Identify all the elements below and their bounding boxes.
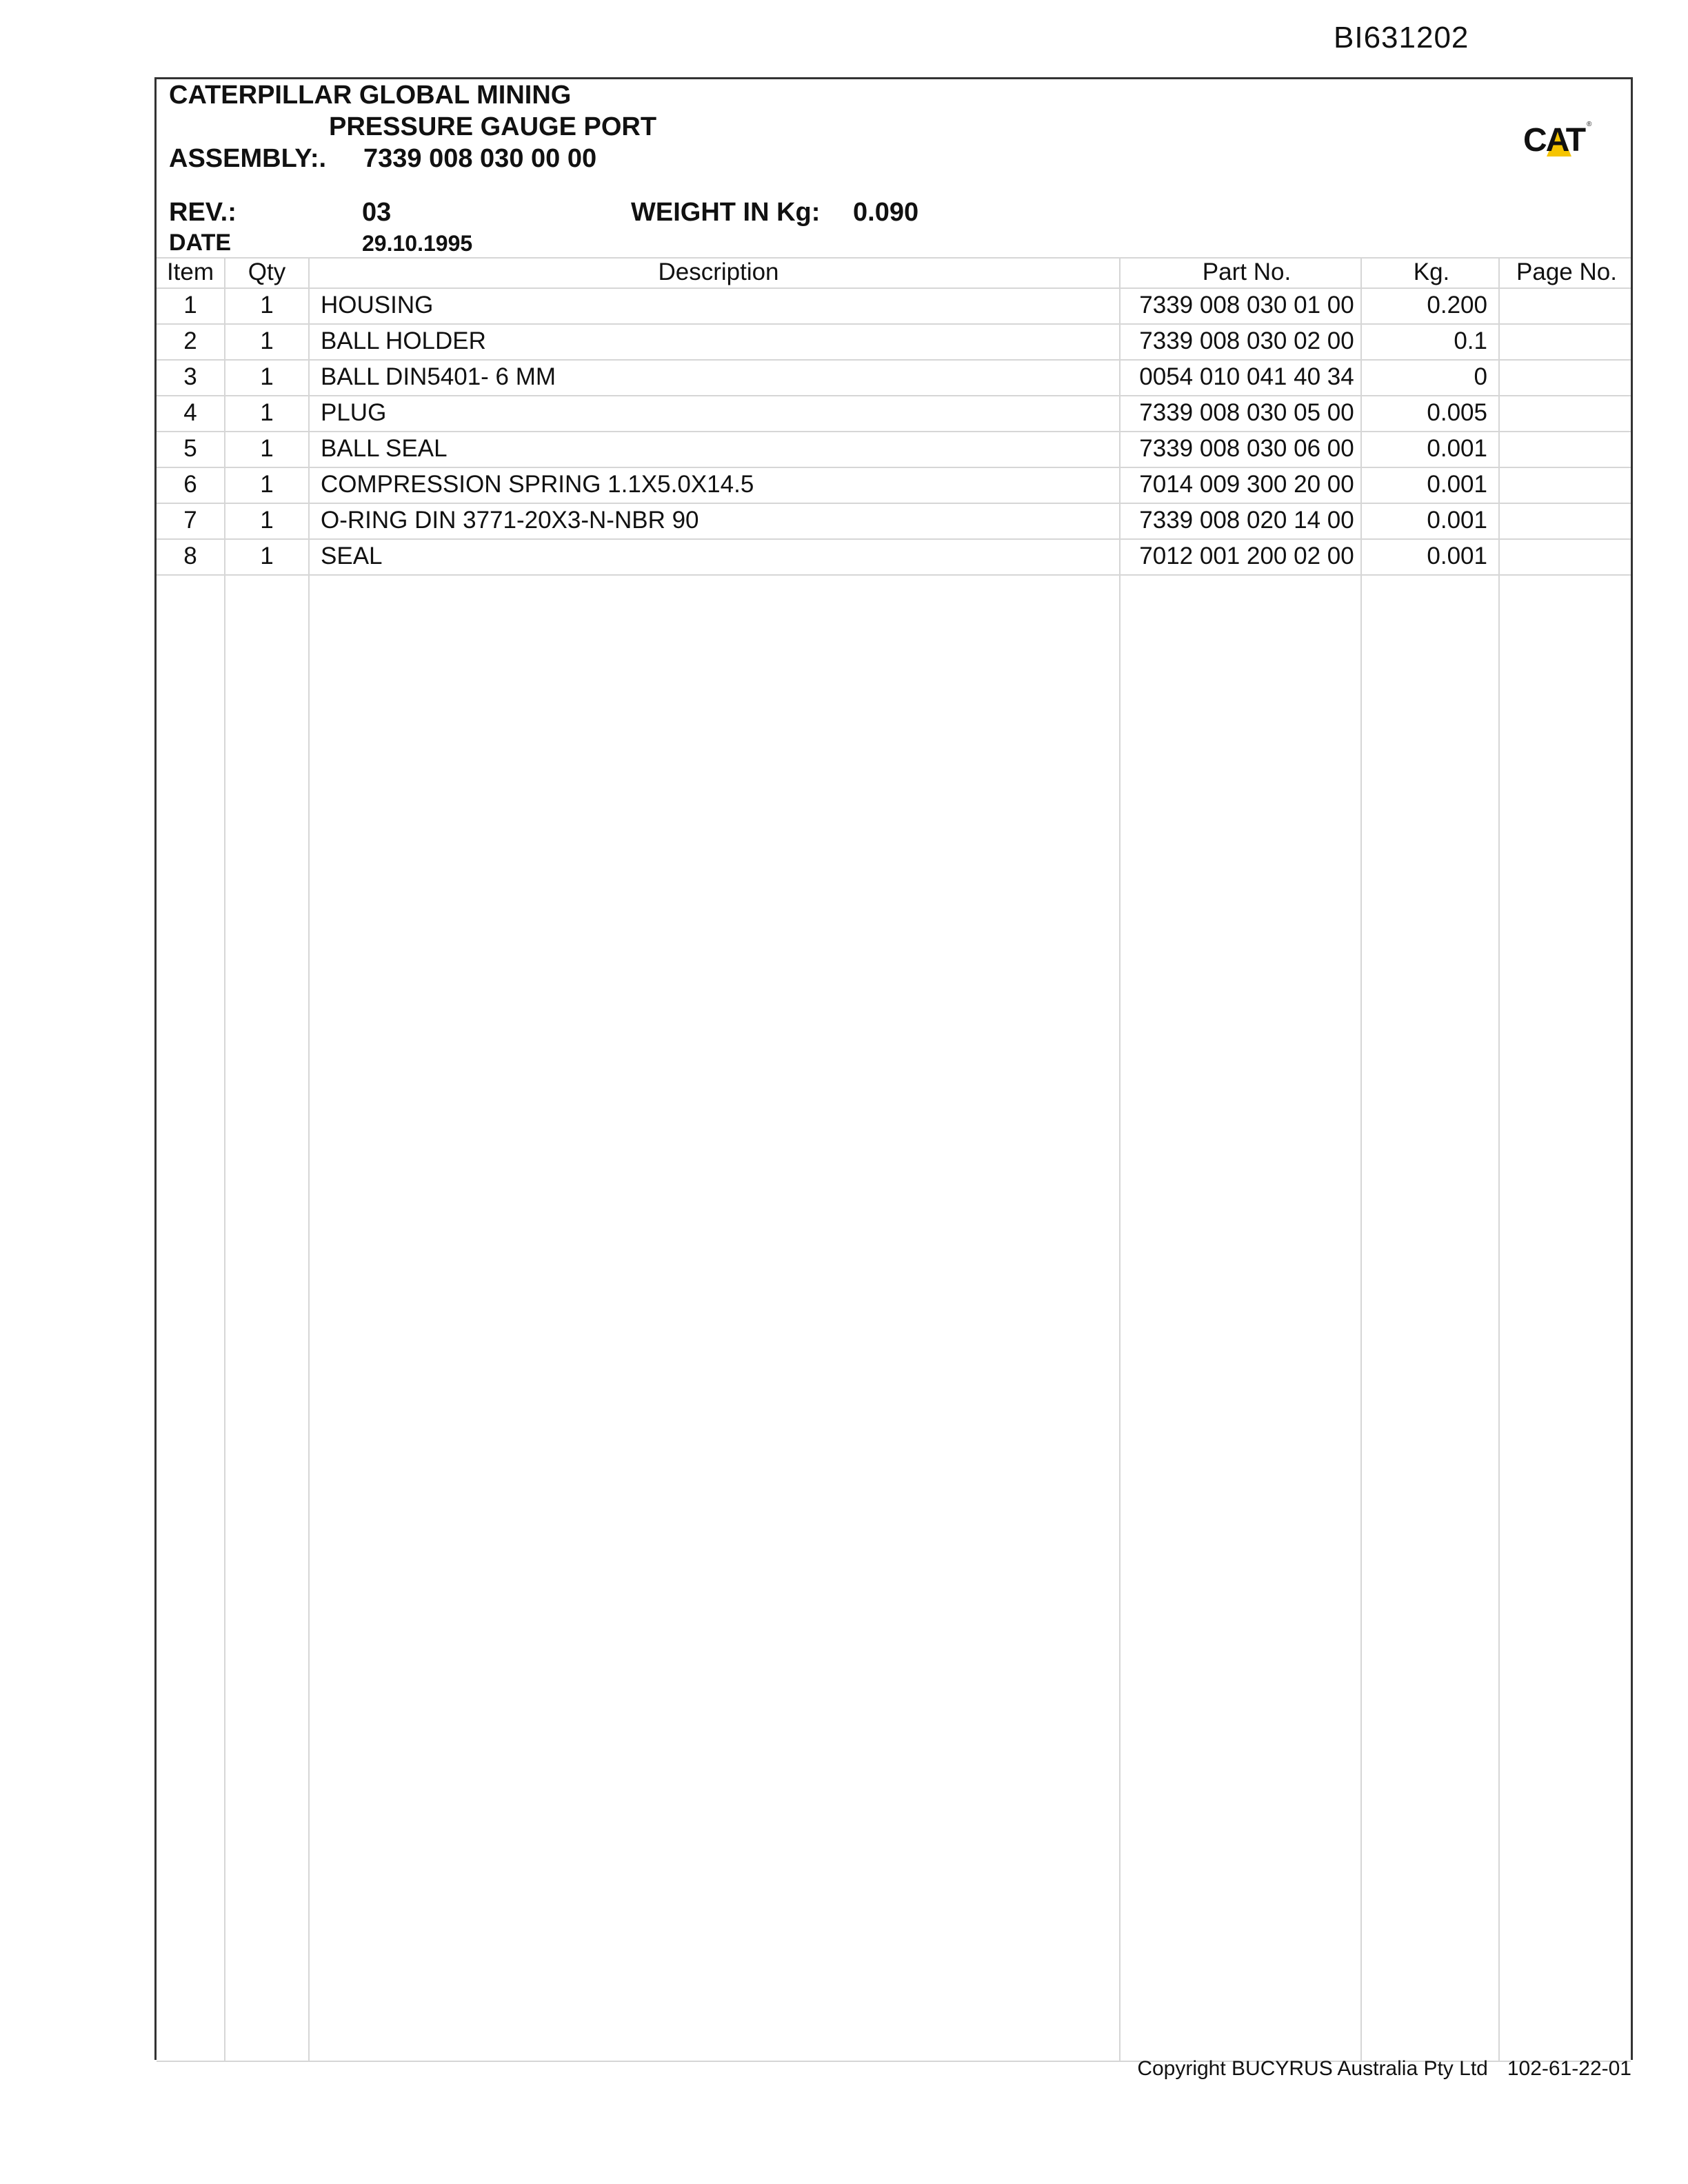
qty-cell: 1 bbox=[260, 363, 274, 390]
page-code: 102-61-22-01 bbox=[1507, 2057, 1631, 2080]
cat-logo-text: CAT bbox=[1523, 122, 1585, 159]
assembly-name: PRESSURE GAUGE PORT bbox=[329, 112, 657, 141]
part-no-cell: 7339 008 030 05 00 bbox=[1139, 399, 1354, 426]
qty-cell: 1 bbox=[260, 507, 274, 534]
part-no-cell: 7339 008 030 02 00 bbox=[1139, 327, 1354, 354]
kg-cell: 0.001 bbox=[1427, 471, 1487, 498]
copyright-text: Copyright BUCYRUS Australia Pty Ltd bbox=[1137, 2057, 1488, 2080]
kg-cell: 0 bbox=[1474, 363, 1487, 390]
item-cell: 6 bbox=[183, 471, 197, 498]
description-cell: BALL DIN5401- 6 MM bbox=[321, 363, 556, 390]
column-header-description: Description bbox=[658, 259, 779, 285]
parts-list-frame bbox=[154, 77, 1633, 2060]
item-cell: 7 bbox=[183, 507, 197, 534]
qty-cell: 1 bbox=[260, 435, 274, 462]
footer bbox=[1137, 2057, 1631, 2081]
column-header-item: Item bbox=[166, 259, 214, 285]
assembly-label: ASSEMBLY:. bbox=[169, 144, 327, 173]
weight-value: 0.090 bbox=[853, 198, 919, 227]
description-cell: O-RING DIN 3771-20X3-N-NBR 90 bbox=[321, 507, 699, 534]
revision-label: REV.: bbox=[169, 198, 237, 227]
item-cell: 2 bbox=[183, 327, 197, 354]
registered-mark: ® bbox=[1587, 121, 1592, 128]
company-name: CATERPILLAR GLOBAL MINING bbox=[169, 81, 572, 110]
date-label: DATE bbox=[169, 230, 232, 256]
kg-cell: 0.001 bbox=[1427, 507, 1487, 534]
part-no-cell: 7014 009 300 20 00 bbox=[1139, 471, 1354, 498]
qty-cell: 1 bbox=[260, 399, 274, 426]
column-header-part-no: Part No. bbox=[1202, 259, 1292, 285]
description-cell: PLUG bbox=[321, 399, 387, 426]
description-cell: HOUSING bbox=[321, 292, 434, 318]
part-no-cell: 7339 008 030 01 00 bbox=[1139, 292, 1354, 318]
revision-value: 03 bbox=[362, 198, 392, 227]
assembly-number: 7339 008 030 00 00 bbox=[363, 144, 597, 173]
column-header-qty: Qty bbox=[248, 259, 286, 285]
item-cell: 1 bbox=[183, 292, 197, 318]
part-no-cell: 7012 001 200 02 00 bbox=[1139, 543, 1354, 569]
part-no-cell: 7339 008 020 14 00 bbox=[1139, 507, 1354, 534]
qty-cell: 1 bbox=[260, 292, 274, 318]
qty-cell: 1 bbox=[260, 543, 274, 569]
qty-cell: 1 bbox=[260, 471, 274, 498]
document-id: BI631202 bbox=[1334, 21, 1469, 54]
part-no-cell: 0054 010 041 40 34 bbox=[1139, 363, 1354, 390]
item-cell: 8 bbox=[183, 543, 197, 569]
description-cell: BALL HOLDER bbox=[321, 327, 486, 354]
cat-logo bbox=[1519, 115, 1595, 161]
item-cell: 4 bbox=[183, 399, 197, 426]
item-cell: 3 bbox=[183, 363, 197, 390]
kg-cell: 0.001 bbox=[1427, 435, 1487, 462]
date-value: 29.10.1995 bbox=[362, 231, 473, 256]
qty-cell: 1 bbox=[260, 327, 274, 354]
kg-cell: 0.001 bbox=[1427, 543, 1487, 569]
kg-cell: 0.1 bbox=[1454, 327, 1487, 354]
kg-cell: 0.005 bbox=[1427, 399, 1487, 426]
item-cell: 5 bbox=[183, 435, 197, 462]
description-cell: SEAL bbox=[321, 543, 383, 569]
description-cell: BALL SEAL bbox=[321, 435, 448, 462]
column-header-page-no: Page No. bbox=[1516, 259, 1617, 285]
part-no-cell: 7339 008 030 06 00 bbox=[1139, 435, 1354, 462]
column-header-kg: Kg. bbox=[1413, 259, 1450, 285]
description-cell: COMPRESSION SPRING 1.1X5.0X14.5 bbox=[321, 471, 754, 498]
weight-label: WEIGHT IN Kg: bbox=[631, 198, 821, 227]
kg-cell: 0.200 bbox=[1427, 292, 1487, 318]
